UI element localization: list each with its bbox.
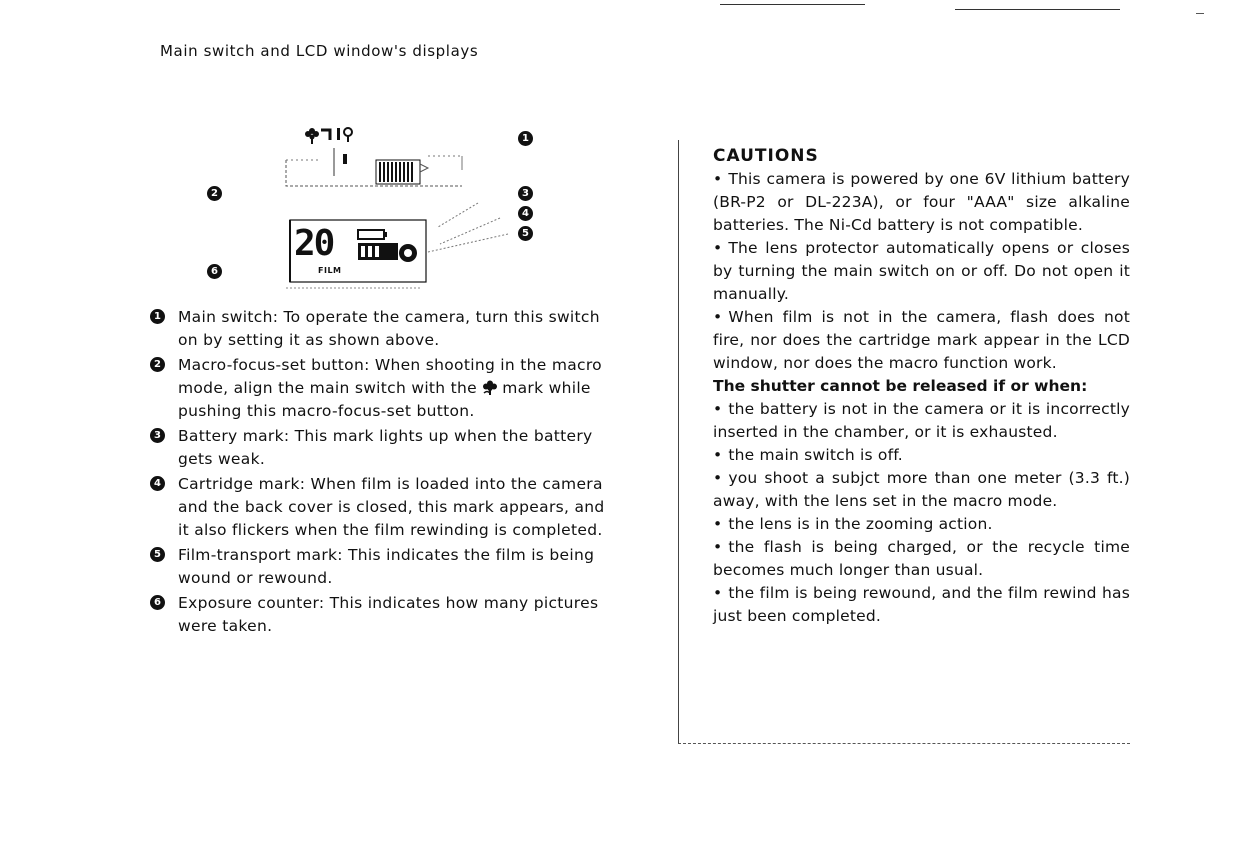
shutter-condition (713, 513, 1130, 536)
exposure-counter-display: 20 (294, 223, 334, 264)
top-rule-right (955, 9, 1120, 10)
caution-paragraph (713, 237, 1130, 306)
legend-item-macro-focus-set (150, 354, 620, 423)
bullet: • (713, 515, 723, 533)
legend-item-battery-mark (150, 425, 620, 471)
condition-text: you shoot a subjct more than one meter (3.3 ft.) away, with the lens set in the macro mode. (713, 469, 1130, 510)
legend-number: 5 (150, 547, 165, 562)
callout-6: 6 (207, 264, 222, 279)
condition-text: the flash is being charged, or the recycle time becomes much longer than usual. (713, 538, 1130, 579)
legend-number: 6 (150, 595, 165, 610)
bullet: • (713, 584, 723, 602)
callout-3: 3 (518, 186, 533, 201)
caution-paragraph (713, 306, 1130, 375)
legend-item-main-switch (150, 306, 620, 352)
caution-text: When film is not in the camera, flash does not fire, nor does the cartridge mark appear in the LCD window, nor does the macro function work. (713, 308, 1130, 372)
bullet: • (713, 239, 723, 257)
bullet: • (713, 308, 723, 326)
legend-text: Film-transport mark: This indicates the film is being wound or rewound. (178, 546, 595, 587)
shutter-conditions-heading: The shutter cannot be released if or when: (713, 377, 1088, 395)
bullet: • (713, 469, 723, 487)
shutter-condition (713, 582, 1130, 628)
legend-text-before-icon: Macro-focus-set button: When shooting in the macro mode, align the main switch with the (178, 356, 602, 397)
top-rule-left (720, 4, 865, 5)
caution-paragraph (713, 168, 1130, 237)
legend-item-exposure-counter (150, 592, 620, 638)
legend-number: 3 (150, 428, 165, 443)
legend-text: Battery mark: This mark lights up when the battery gets weak. (178, 427, 593, 468)
caution-text: The lens protector automatically opens or closes by turning the main switch on or off. Do not open it manually. (713, 239, 1130, 303)
legend-number: 4 (150, 476, 165, 491)
legend-text: Main switch: To operate the camera, turn this switch on by setting it as shown above. (178, 308, 600, 349)
bullet: • (713, 170, 723, 188)
bullet: • (713, 400, 723, 418)
cartridge-mark-icon (358, 243, 398, 260)
film-transport-mark-icon (399, 244, 417, 262)
legend-item-film-transport-mark (150, 544, 620, 590)
edge-tick (1196, 13, 1204, 14)
display-legend (150, 306, 620, 640)
battery-mark-icon (358, 230, 387, 239)
lcd-diagram (190, 120, 550, 300)
cautions-box (678, 140, 1130, 744)
legend-number: 2 (150, 357, 165, 372)
callout-1: 1 (518, 131, 533, 146)
page-title: Main switch and LCD window's displays (160, 42, 479, 60)
main-switch-illustration (190, 120, 550, 300)
flower-macro-icon (482, 380, 498, 395)
shutter-condition (713, 398, 1130, 444)
callout-5: 5 (518, 226, 533, 241)
zoom-dial (376, 160, 428, 184)
legend-text: Cartridge mark: When film is loaded into the camera and the back cover is closed, this mark appears, and it also flickers when the film rewinding is completed. (178, 475, 605, 539)
shutter-condition (713, 467, 1130, 513)
condition-text: the lens is in the zooming action. (728, 515, 993, 533)
condition-text: the film is being rewound, and the film rewind has just been completed. (713, 584, 1130, 625)
callout-2: 2 (207, 186, 222, 201)
bullet: • (713, 446, 723, 464)
legend-item-cartridge-mark (150, 473, 620, 542)
callout-4: 4 (518, 206, 533, 221)
cautions-title: CAUTIONS (713, 146, 819, 166)
legend-text: Exposure counter: This indicates how many pictures were taken. (178, 594, 599, 635)
legend-text-after-icon: mark while pushing this macro-focus-set button. (178, 379, 591, 420)
caution-text: This camera is powered by one 6V lithium battery (BR-P2 or DL-223A), or four "AAA" size alkaline batteries. The Ni-Cd battery is not compatible. (713, 170, 1130, 234)
bullet: • (713, 538, 723, 556)
legend-number: 1 (150, 309, 165, 324)
macro-flower-icon (305, 128, 319, 144)
condition-text: the battery is not in the camera or it is incorrectly inserted in the chamber, or it is exhausted. (713, 400, 1130, 441)
shutter-condition (713, 536, 1130, 582)
condition-text: the main switch is off. (728, 446, 903, 464)
legend-text (178, 354, 620, 423)
lcd-film-label: FILM (318, 266, 342, 275)
shutter-condition (713, 444, 1130, 467)
